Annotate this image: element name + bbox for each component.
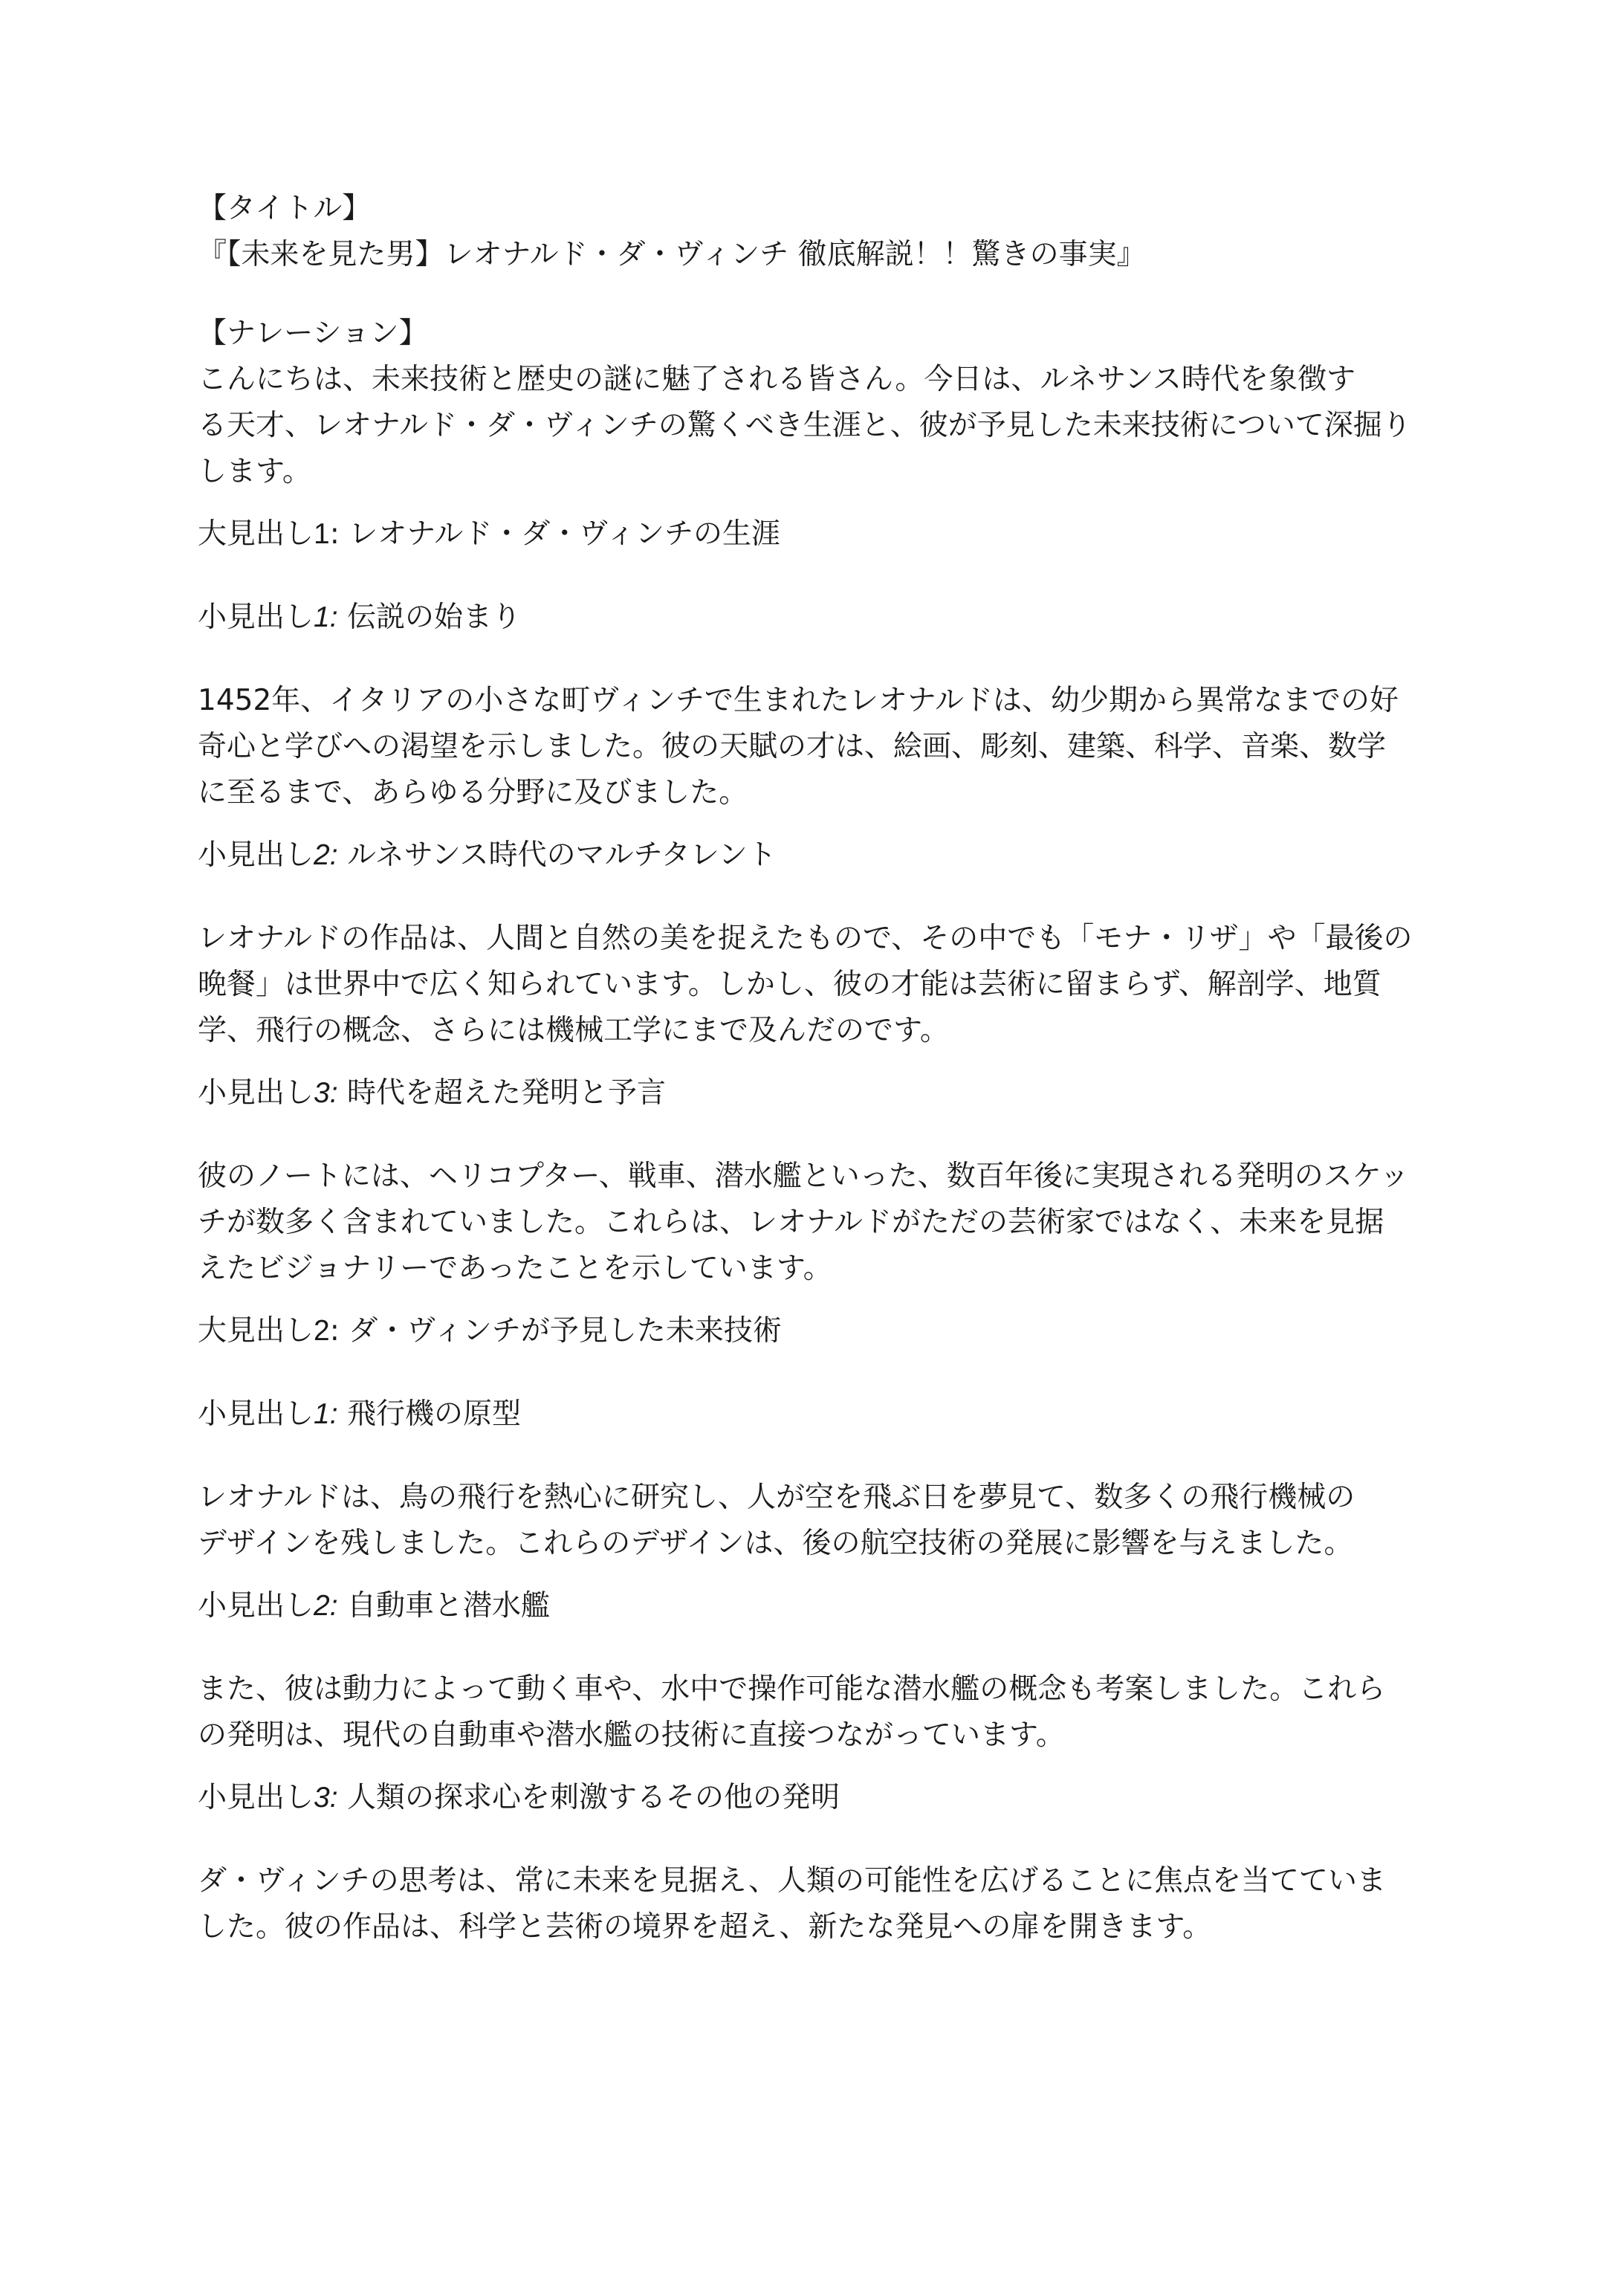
paragraph-line: デザインを残しました。これらのデザインは、後の航空技術の発展に影響を与えました。 bbox=[198, 1527, 1353, 1560]
heading-number: 2: bbox=[314, 1590, 338, 1622]
document-body bbox=[198, 186, 1580, 1950]
section-paragraph bbox=[198, 1858, 1580, 1950]
heading-number: 1: bbox=[314, 601, 338, 633]
paragraph-line: 1452年、イタリアの小さな町ヴィンチで生まれたレオナルドは、幼少期から異常なまでの好 bbox=[198, 684, 1399, 717]
paragraph-line: 晩餐」は世界中で広く知られています。しかし、彼の才能は芸術に留まらず、解剖学、地質 bbox=[198, 968, 1381, 1001]
heading-title: 自動車と潜水艦 bbox=[337, 1589, 550, 1623]
heading-number: 1: bbox=[314, 1398, 338, 1430]
major-heading-2 bbox=[198, 1308, 1580, 1354]
heading-prefix: 小見出し bbox=[198, 1589, 314, 1623]
sub-heading-1-1 bbox=[198, 595, 1580, 641]
section-paragraph bbox=[198, 1475, 1580, 1567]
heading-prefix: 大見出し bbox=[198, 1314, 314, 1348]
paragraph-line: に至るまで、あらゆる分野に及びました。 bbox=[198, 776, 748, 809]
narration-label: 【ナレーション】 bbox=[198, 317, 428, 350]
heading-title: 時代を超えた発明と予言 bbox=[337, 1076, 666, 1110]
paragraph-line: 奇心と学びへの渇望を示しました。彼の天賦の才は、絵画、彫刻、建築、科学、音楽、数学 bbox=[198, 730, 1387, 763]
section-paragraph bbox=[198, 1154, 1580, 1292]
paragraph-line: えたビジョナリーであったことを示しています。 bbox=[198, 1252, 832, 1285]
heading-prefix: 小見出し bbox=[198, 838, 314, 872]
heading-number: 1 bbox=[314, 518, 330, 550]
intro-paragraph bbox=[198, 357, 1580, 495]
video-title: 『【未来を見た男】レオナルド・ダ・ヴィンチ 徹底解説！！驚きの事実』 bbox=[198, 238, 1146, 271]
title-label: 【タイトル】 bbox=[198, 192, 372, 225]
heading-title: 人類の探求心を刺激するその他の発明 bbox=[337, 1781, 840, 1814]
section-paragraph bbox=[198, 1666, 1580, 1759]
sub-heading-2-3 bbox=[198, 1775, 1580, 1821]
heading-title: 伝説の始まり bbox=[337, 601, 521, 634]
heading-prefix: 小見出し bbox=[198, 601, 314, 634]
intro-line: る天才、レオナルド・ダ・ヴィンチの驚くべき生涯と、彼が予見した未来技術について深掘り bbox=[198, 409, 1411, 442]
heading-number: 3: bbox=[314, 1077, 338, 1109]
heading-prefix: 小見出し bbox=[198, 1076, 314, 1110]
heading-title: 飛行機の原型 bbox=[337, 1397, 521, 1431]
heading-prefix: 小見出し bbox=[198, 1397, 314, 1431]
heading-title: : ダ・ヴィンチが予見した未来技術 bbox=[329, 1314, 782, 1348]
paragraph-line: レオナルドの作品は、人間と自然の美を捉えたもので、その中でも「モナ・リザ」や「最後の bbox=[198, 922, 1413, 955]
intro-line: します。 bbox=[198, 455, 311, 488]
heading-number: 2: bbox=[314, 839, 338, 871]
intro-line: こんにちは、未来技術と歴史の謎に魅了される皆さん。今日は、ルネサンス時代を象徴す bbox=[198, 363, 1356, 396]
heading-number: 3: bbox=[314, 1782, 338, 1814]
sub-heading-2-1 bbox=[198, 1391, 1580, 1438]
section-paragraph bbox=[198, 916, 1580, 1054]
paragraph-line: また、彼は動力によって動く車や、水中で操作可能な潜水艦の概念も考案しました。これら bbox=[198, 1672, 1386, 1706]
heading-prefix: 小見出し bbox=[198, 1781, 314, 1814]
sub-heading-1-3 bbox=[198, 1070, 1580, 1116]
paragraph-line: した。彼の作品は、科学と芸術の境界を超え、新たな発見への扉を開きます。 bbox=[198, 1910, 1212, 1944]
section-paragraph bbox=[198, 678, 1580, 816]
heading-prefix: 大見出し bbox=[198, 517, 314, 551]
paragraph-line: の発明は、現代の自動車や潜水艦の技術に直接つながっています。 bbox=[198, 1718, 1065, 1752]
paragraph-line: レオナルドは、鳥の飛行を熱心に研究し、人が空を飛ぶ日を夢見て、数多くの飛行機械の bbox=[198, 1481, 1355, 1514]
heading-title: : レオナルド・ダ・ヴィンチの生涯 bbox=[329, 517, 780, 551]
paragraph-line: 学、飛行の概念、さらには機械工学にまで及んだのです。 bbox=[198, 1014, 949, 1047]
heading-title: ルネサンス時代のマルチタレント bbox=[337, 838, 777, 872]
major-heading-1 bbox=[198, 511, 1580, 557]
paragraph-line: 彼のノートには、ヘリコプター、戦車、潜水艦といった、数百年後に実現される発明のスケッ bbox=[198, 1160, 1409, 1193]
sub-heading-2-2 bbox=[198, 1583, 1580, 1629]
heading-number: 2 bbox=[314, 1315, 330, 1347]
paragraph-line: ダ・ヴィンチの思考は、常に未来を見据え、人類の可能性を広げることに焦点を当てていま bbox=[198, 1864, 1387, 1898]
paragraph-line: チが数多く含まれていました。これらは、レオナルドがただの芸術家ではなく、未来を見据 bbox=[198, 1206, 1384, 1239]
sub-heading-1-2 bbox=[198, 832, 1580, 879]
